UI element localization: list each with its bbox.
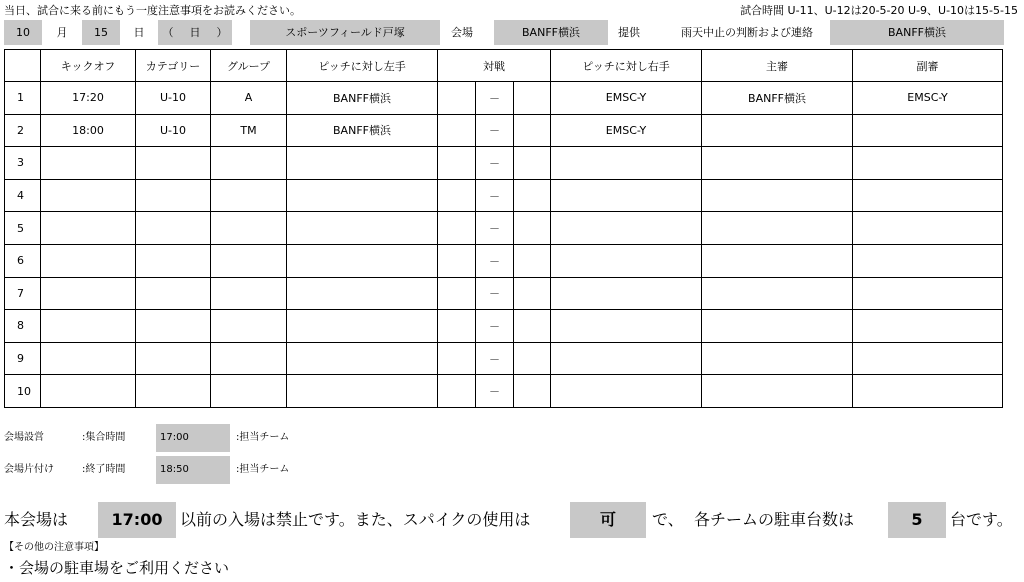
cleanup-team-label: :担当チーム: [236, 464, 290, 475]
score-left-cell: [438, 277, 476, 310]
versus-dash: －: [476, 342, 514, 375]
paren-open: （: [158, 20, 178, 45]
rain-label: 雨天中止の判断および連絡: [681, 26, 813, 39]
header-assistant: 副審: [853, 50, 1003, 82]
rule-part2: 以前の入場は禁止です。また、スパイクの使用は: [180, 510, 531, 529]
referee-cell: [702, 277, 853, 310]
assistant-cell: [853, 310, 1003, 343]
assistant-cell: [853, 342, 1003, 375]
table-row: [5, 342, 1003, 375]
score-right-cell: [514, 82, 551, 115]
venue-name: スポーツフィールド戸塚: [250, 20, 440, 45]
match-time-text: 試合時間 U-11、U-12は20-5-20 U-9、U-10は15-5-15: [740, 4, 1018, 17]
assistant-cell: [853, 375, 1003, 408]
category-cell: U-10: [136, 114, 211, 147]
row-number: 1: [5, 82, 41, 115]
group-cell: TM: [211, 114, 287, 147]
info-row: [4, 20, 1004, 45]
score-right-cell: [514, 179, 551, 212]
notice-text: 当日、試合に来る前にもう一度注意事項をお読みください。: [4, 4, 301, 17]
versus-dash: －: [476, 277, 514, 310]
right-team-cell: [551, 375, 702, 408]
weekday-value: 日: [178, 20, 212, 45]
right-team-cell: [551, 212, 702, 245]
kickoff-cell: [41, 310, 136, 343]
assistant-cell: [853, 277, 1003, 310]
assistant-cell: [853, 212, 1003, 245]
score-right-cell: [514, 114, 551, 147]
entry-time: 17:00: [98, 502, 176, 538]
versus-dash: －: [476, 244, 514, 277]
spike-value: 可: [570, 502, 646, 538]
row-number: 9: [5, 342, 41, 375]
cleanup-time: 18:50: [156, 456, 230, 484]
row-number: 8: [5, 310, 41, 343]
group-cell: [211, 342, 287, 375]
category-cell: [136, 244, 211, 277]
schedule-table: [4, 49, 1003, 408]
right-team-cell: [551, 310, 702, 343]
left-team-cell: [287, 375, 438, 408]
table-row: [5, 147, 1003, 180]
referee-cell: [702, 310, 853, 343]
group-cell: [211, 310, 287, 343]
kickoff-cell: 17:20: [41, 82, 136, 115]
referee-cell: BANFF横浜: [702, 82, 853, 115]
versus-dash: －: [476, 375, 514, 408]
right-team-cell: [551, 179, 702, 212]
score-right-cell: [514, 147, 551, 180]
header-match: 対戦: [438, 50, 551, 82]
row-number: 2: [5, 114, 41, 147]
referee-cell: [702, 244, 853, 277]
group-cell: [211, 179, 287, 212]
setup-label: 会場設営: [4, 432, 44, 443]
kickoff-cell: [41, 342, 136, 375]
score-right-cell: [514, 375, 551, 408]
other-heading: 【その他の注意事項】: [4, 542, 104, 553]
group-cell: [211, 277, 287, 310]
left-team-cell: [287, 147, 438, 180]
table-header-row: [5, 50, 1003, 82]
kickoff-cell: [41, 212, 136, 245]
row-number: 10: [5, 375, 41, 408]
referee-cell: [702, 375, 853, 408]
kickoff-cell: [41, 277, 136, 310]
other-item: ・会場の駐車場をご利用ください: [4, 559, 230, 577]
referee-cell: [702, 147, 853, 180]
score-left-cell: [438, 244, 476, 277]
right-team-cell: [551, 342, 702, 375]
row-number: 4: [5, 179, 41, 212]
category-cell: [136, 179, 211, 212]
group-cell: [211, 375, 287, 408]
score-left-cell: [438, 375, 476, 408]
header-referee: 主審: [702, 50, 853, 82]
row-number: 5: [5, 212, 41, 245]
cleanup-time-label: :終了時間: [82, 464, 126, 475]
score-left-cell: [438, 212, 476, 245]
month-value: 10: [4, 20, 42, 45]
rain-contact: BANFF横浜: [830, 20, 1004, 45]
header-right-team: ピッチに対し右手: [551, 50, 702, 82]
score-right-cell: [514, 277, 551, 310]
score-left-cell: [438, 342, 476, 375]
left-team-cell: BANFF横浜: [287, 114, 438, 147]
header-left-team: ピッチに対し左手: [287, 50, 438, 82]
paren-close: ）: [212, 20, 232, 45]
month-label: 月: [56, 26, 68, 39]
group-cell: [211, 212, 287, 245]
group-cell: [211, 244, 287, 277]
score-right-cell: [514, 212, 551, 245]
assistant-cell: [853, 114, 1003, 147]
row-number: 3: [5, 147, 41, 180]
score-left-cell: [438, 82, 476, 115]
setup-row: [4, 424, 404, 452]
score-right-cell: [514, 244, 551, 277]
right-team-cell: [551, 244, 702, 277]
row-number: 6: [5, 244, 41, 277]
category-cell: [136, 147, 211, 180]
parking-value: 5: [888, 502, 946, 538]
score-left-cell: [438, 114, 476, 147]
table-row: [5, 179, 1003, 212]
category-cell: [136, 310, 211, 343]
versus-dash: －: [476, 114, 514, 147]
table-row: [5, 375, 1003, 408]
versus-dash: －: [476, 82, 514, 115]
table-row: [5, 277, 1003, 310]
cleanup-row: [4, 456, 404, 484]
table-row: [5, 244, 1003, 277]
left-team-cell: [287, 179, 438, 212]
score-left-cell: [438, 147, 476, 180]
setup-time-label: :集合時間: [82, 432, 126, 443]
right-team-cell: [551, 277, 702, 310]
score-right-cell: [514, 342, 551, 375]
referee-cell: [702, 179, 853, 212]
group-cell: A: [211, 82, 287, 115]
kickoff-cell: 18:00: [41, 114, 136, 147]
header-group: グループ: [211, 50, 287, 82]
table-row: [5, 114, 1003, 147]
category-cell: [136, 375, 211, 408]
left-team-cell: [287, 310, 438, 343]
score-right-cell: [514, 310, 551, 343]
left-team-cell: [287, 244, 438, 277]
assistant-cell: [853, 147, 1003, 180]
header-kickoff: キックオフ: [41, 50, 136, 82]
left-team-cell: [287, 212, 438, 245]
assistant-cell: [853, 244, 1003, 277]
left-team-cell: [287, 277, 438, 310]
rule-part3: で、: [652, 510, 684, 529]
left-team-cell: BANFF横浜: [287, 82, 438, 115]
score-left-cell: [438, 310, 476, 343]
header-category: カテゴリー: [136, 50, 211, 82]
cleanup-label: 会場片付け: [4, 464, 54, 475]
table-row: [5, 310, 1003, 343]
right-team-cell: EMSC-Y: [551, 114, 702, 147]
versus-dash: －: [476, 179, 514, 212]
setup-time: 17:00: [156, 424, 230, 452]
venue-label: 会場: [451, 26, 473, 39]
left-team-cell: [287, 342, 438, 375]
versus-dash: －: [476, 147, 514, 180]
category-cell: [136, 212, 211, 245]
row-number: 7: [5, 277, 41, 310]
score-left-cell: [438, 179, 476, 212]
rule-part5: 台です。: [950, 510, 1013, 529]
assistant-cell: EMSC-Y: [853, 82, 1003, 115]
kickoff-cell: [41, 244, 136, 277]
venue-team: BANFF横浜: [494, 20, 608, 45]
provider-label: 提供: [618, 26, 640, 39]
rule-row: [4, 502, 1020, 538]
rule-part1: 本会場は: [4, 510, 69, 529]
right-team-cell: EMSC-Y: [551, 82, 702, 115]
rule-part4: 各チームの駐車台数は: [694, 510, 855, 529]
table-row: [5, 212, 1003, 245]
referee-cell: [702, 114, 853, 147]
setup-team-label: :担当チーム: [236, 432, 290, 443]
referee-cell: [702, 212, 853, 245]
versus-dash: －: [476, 212, 514, 245]
versus-dash: －: [476, 310, 514, 343]
kickoff-cell: [41, 179, 136, 212]
assistant-cell: [853, 179, 1003, 212]
day-label: 日: [133, 26, 145, 39]
table-row: [5, 82, 1003, 115]
referee-cell: [702, 342, 853, 375]
day-value: 15: [82, 20, 120, 45]
header-no: [5, 50, 41, 82]
right-team-cell: [551, 147, 702, 180]
kickoff-cell: [41, 147, 136, 180]
kickoff-cell: [41, 375, 136, 408]
group-cell: [211, 147, 287, 180]
category-cell: [136, 277, 211, 310]
category-cell: [136, 342, 211, 375]
category-cell: U-10: [136, 82, 211, 115]
